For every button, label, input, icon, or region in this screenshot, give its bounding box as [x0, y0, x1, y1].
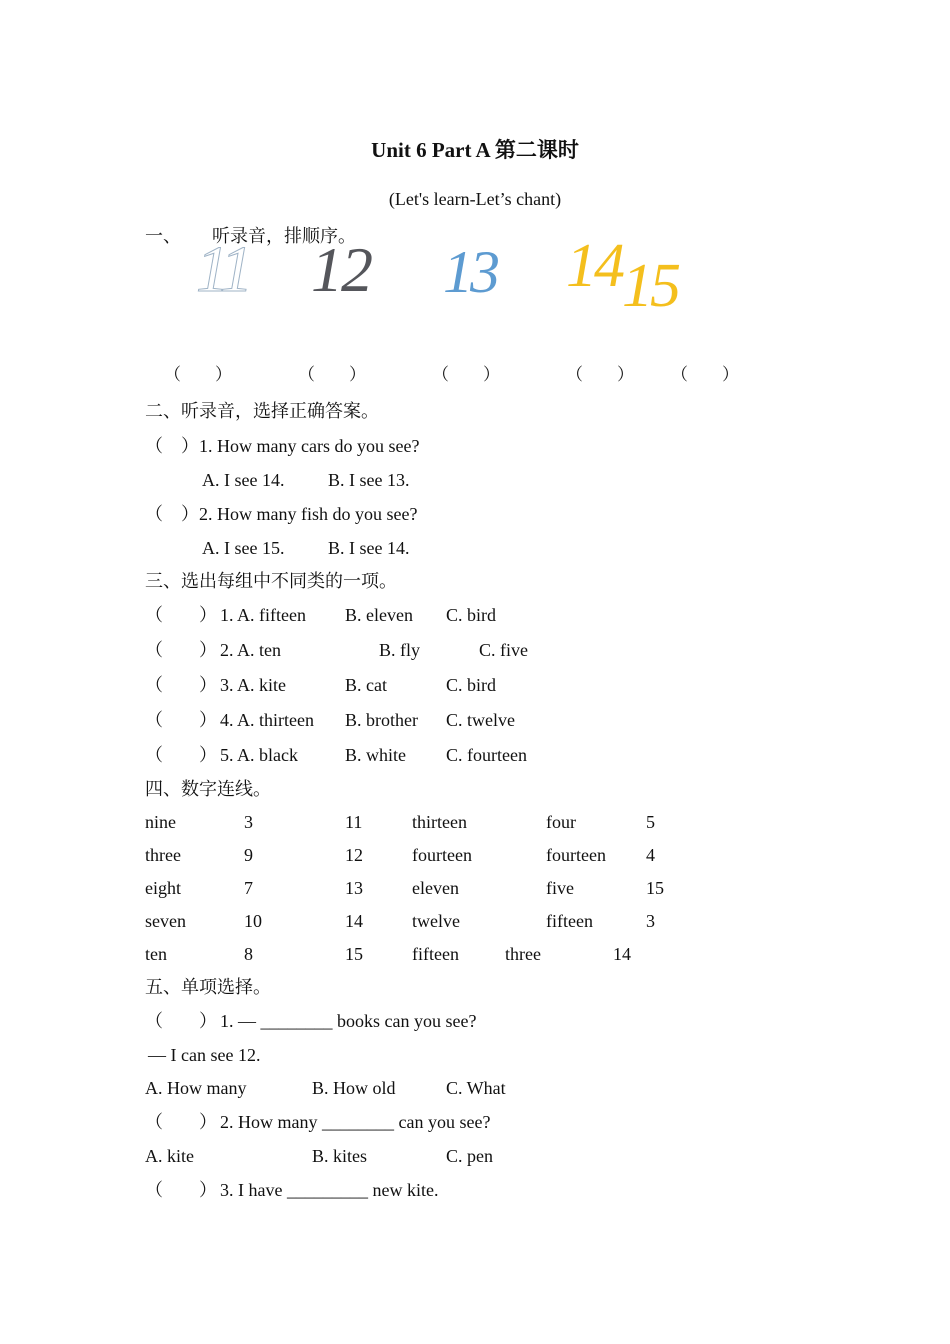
- section1-number: 一、: [145, 226, 181, 246]
- answer-blank-2: （ ）: [298, 365, 366, 384]
- answer-blank-1: （ ）: [164, 365, 232, 384]
- s3-option-a: 3. A. kite: [220, 675, 286, 695]
- s3-option-a: 2. A. ten: [220, 640, 281, 660]
- page-title: Unit 6 Part A 第二课时: [371, 138, 579, 162]
- s2-q1-option-b: B. I see 13.: [328, 470, 410, 490]
- s3-blank: （ ）: [145, 710, 217, 730]
- s3-option-a: 5. A. black: [220, 745, 298, 765]
- match-cell: 9: [244, 845, 253, 865]
- s3-option-b: B. brother: [345, 710, 418, 730]
- s5-q1-reply: — I can see 12.: [148, 1045, 261, 1065]
- s3-blank: （ ）: [145, 640, 217, 660]
- match-cell: 13: [345, 878, 363, 898]
- match-cell: 15: [345, 944, 363, 964]
- s5-q1-option-c: C. What: [446, 1078, 506, 1098]
- s5-blank: （ ）: [145, 1011, 217, 1031]
- match-cell: thirteen: [412, 812, 467, 832]
- section3-heading: 三、选出每组中不同类的一项。: [145, 571, 397, 591]
- s5-q2-option-b: B. kites: [312, 1146, 368, 1166]
- s3-blank: （ ）: [145, 605, 217, 625]
- s2-q1-option-a: A. I see 14.: [202, 470, 285, 490]
- match-cell: 5: [646, 812, 655, 832]
- s5-q2-option-a: A. kite: [145, 1146, 194, 1166]
- s5-question-3: 3. I have _________ new kite.: [220, 1180, 439, 1200]
- match-cell: ten: [145, 944, 167, 964]
- s3-option-c: C. bird: [446, 605, 497, 625]
- match-cell: three: [505, 944, 541, 964]
- number-13-image: 13: [443, 239, 497, 305]
- section5-heading: 五、单项选择。: [145, 977, 271, 997]
- answer-blank-4: （ ）: [566, 365, 634, 384]
- section4-heading: 四、数字连线。: [145, 779, 271, 799]
- section2-heading: 二、听录音，选择正确答案。: [145, 401, 379, 421]
- match-cell: 8: [244, 944, 253, 964]
- match-cell: eleven: [412, 878, 459, 898]
- s3-option-b: B. white: [345, 745, 406, 765]
- match-cell: fourteen: [412, 845, 472, 865]
- s3-option-a: 4. A. thirteen: [220, 710, 314, 730]
- match-cell: 3: [646, 911, 655, 931]
- s5-q1-option-a: A. How many: [145, 1078, 247, 1098]
- match-cell: nine: [145, 812, 176, 832]
- s3-option-b: B. eleven: [345, 605, 413, 625]
- page-subtitle: (Let's learn-Let’s chant): [388, 189, 562, 209]
- s3-blank: （ ）: [145, 745, 217, 765]
- match-cell: 10: [244, 911, 262, 931]
- s3-option-b: B. fly: [379, 640, 421, 660]
- s3-option-b: B. cat: [345, 675, 387, 695]
- match-cell: 11: [345, 812, 363, 832]
- s5-q1-option-b: B. How old: [312, 1078, 396, 1098]
- match-cell: 12: [345, 845, 363, 865]
- match-cell: fifteen: [546, 911, 593, 931]
- number-14-image: 14: [566, 232, 622, 300]
- match-cell: four: [546, 812, 576, 832]
- s3-option-a: 1. A. fifteen: [220, 605, 306, 625]
- s5-blank: （ ）: [145, 1180, 217, 1200]
- s5-q2-option-c: C. pen: [446, 1146, 493, 1166]
- number-15-image: 15: [622, 252, 678, 320]
- s2-question-2: （ ）2. How many fish do you see?: [145, 504, 418, 524]
- match-cell: 7: [244, 878, 253, 898]
- answer-blank-3: （ ）: [432, 365, 500, 384]
- match-cell: fifteen: [412, 944, 459, 964]
- answer-blank-5: （ ）: [671, 365, 739, 384]
- s2-q2-option-a: A. I see 15.: [202, 538, 285, 558]
- number-11-outline-image: 11: [196, 233, 250, 306]
- match-cell: twelve: [412, 911, 460, 931]
- match-cell: 14: [345, 911, 363, 931]
- match-cell: five: [546, 878, 574, 898]
- match-cell: 4: [646, 845, 655, 865]
- s2-question-1: （ ）1. How many cars do you see?: [145, 436, 420, 456]
- match-cell: 15: [646, 878, 664, 898]
- match-cell: eight: [145, 878, 181, 898]
- s3-option-c: C. five: [479, 640, 528, 660]
- s3-option-c: C. twelve: [446, 710, 515, 730]
- s2-q2-option-b: B. I see 14.: [328, 538, 410, 558]
- match-cell: seven: [145, 911, 186, 931]
- section1-heading: 听录音，排顺序。: [212, 226, 356, 246]
- s3-blank: （ ）: [145, 675, 217, 695]
- s5-blank: （ ）: [145, 1112, 217, 1132]
- s5-question-2: 2. How many ________ can you see?: [220, 1112, 491, 1132]
- match-cell: 3: [244, 812, 253, 832]
- s5-question-1: 1. — ________ books can you see?: [220, 1011, 477, 1031]
- s3-option-c: C. fourteen: [446, 745, 527, 765]
- s3-option-c: C. bird: [446, 675, 497, 695]
- match-cell: three: [145, 845, 181, 865]
- number-12-image: 12: [311, 234, 371, 305]
- match-cell: 14: [613, 944, 631, 964]
- match-cell: fourteen: [546, 845, 606, 865]
